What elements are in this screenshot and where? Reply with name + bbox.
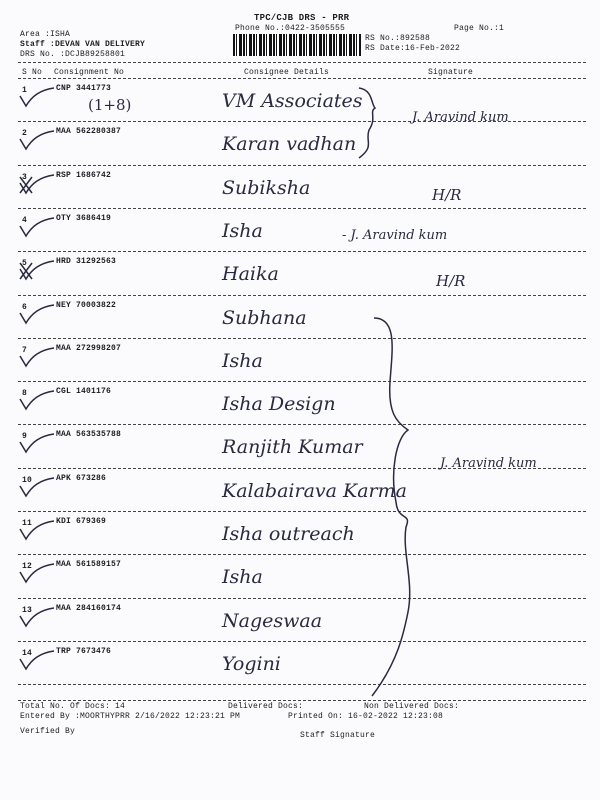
header-divider [18,62,586,63]
row-divider [18,641,586,642]
row-divider [18,381,586,382]
row-sno: 4 [22,215,28,225]
consignment-number: MAA 562280387 [56,127,122,137]
col-signature: Signature [428,68,474,77]
consignment-number: HRD 31292563 [56,257,117,267]
consignment-number: OTY 3686419 [56,213,112,223]
checkmark-icon [18,649,58,673]
consignment-number: NEY 70003822 [56,300,117,310]
page-number: Page No.:1 [454,24,505,33]
checkmark-icon [18,129,58,153]
col-consignment: Consignment No [54,68,125,77]
footer-divider [18,700,586,701]
row-divider [18,598,586,599]
col-sno: S No [22,68,43,77]
area-label: Area :ISHA [20,30,71,39]
consignee-name: Ranjith Kumar [222,436,363,459]
row-sno: 8 [22,389,28,399]
consignee-name: Kalabairava Karma [222,479,407,502]
delivered-docs: Delivered Docs: [228,702,304,711]
row-divider [18,684,586,685]
checkmark-icon [18,606,58,630]
row-sno: 9 [22,432,28,442]
row-sno: 7 [22,345,28,355]
consignee-name: Isha [222,219,263,242]
row-divider [18,511,586,512]
document-title: TPC/CJB DRS - PRR [254,13,350,23]
consignment-number: MAA 284160174 [56,603,122,613]
col-consignee: Consignee Details [244,68,330,77]
checkmark-icon [18,86,58,110]
non-delivered-docs: Non Delivered Docs: [364,702,460,711]
checkmark-icon [18,389,58,413]
barcode [233,34,361,56]
checkmark-icon [18,519,58,543]
row-divider [18,554,586,555]
total-docs: Total No. Of Docs: 14 [20,702,126,711]
staff-signature: Staff Signature [300,731,376,740]
consignment-number: TRP 7673476 [56,646,112,656]
row-divider [18,251,586,252]
row-sno: 14 [22,648,33,658]
drs-number: DRS No. :DCJB89258801 [20,50,126,59]
consignment-number: CGL 1401176 [56,387,112,397]
row-sno: 10 [22,475,33,485]
row-sno: 2 [22,129,28,139]
consignee-name: Yogini [222,652,281,675]
signature-row-4: - J. Aravind kum [342,228,448,243]
checkmark-icon [18,216,58,240]
consignment-number: KDI 679369 [56,517,107,526]
checkmark-icon [18,476,58,500]
checkmark-icon [18,259,58,283]
consignee-name: Nageswaa [222,609,323,632]
consignment-number: MAA 563535788 [56,430,122,440]
checkmark-icon [18,173,58,197]
consignment-number: RSP 1686742 [56,170,112,180]
consignee-name: Karan vadhan [222,133,357,156]
row-divider [18,338,586,339]
columns-divider [18,78,586,79]
rs-date: RS Date:16-Feb-2022 [365,44,461,53]
brace-group-1 [355,84,385,164]
consignee-name: Haika [222,263,279,286]
consignee-name: Isha [222,566,263,589]
consignee-name: Isha outreach [222,523,355,545]
row-sno: 5 [22,259,28,269]
staff-label: Staff :DEVAN VAN DELIVERY [20,40,146,49]
checkmark-icon [18,346,58,370]
row-divider [18,165,586,166]
row-sno: 1 [22,86,28,95]
consignee-name: Isha Design [222,393,336,416]
verified-by: Verified By [20,727,76,736]
row-sno: 11 [22,519,33,528]
consignment-number: CNP 3441773 [56,84,112,93]
rs-number: RS No.:892588 [365,34,431,43]
row-sno: 3 [22,172,28,182]
checkmark-icon [18,562,58,586]
row-divider [18,424,586,425]
consignee-name: Isha [222,349,263,372]
consignee-name: Subhana [222,306,307,329]
checkmark-icon [18,432,58,456]
brace-group-2 [368,312,418,702]
consignee-name: VM Associates [222,90,363,112]
row-sno: 13 [22,605,33,615]
row-1-note: (1+8) [88,96,132,114]
row-sno: 6 [22,302,28,312]
checkmark-icon [18,303,58,327]
signature-row-9: J. Aravind kum [440,456,537,471]
signature-row-1: J. Aravind kum [412,110,509,125]
signature-row-5: H/R [436,272,466,290]
signature-row-3: H/R [432,186,462,204]
row-divider [18,295,586,296]
entered-by: Entered By :MOORTHYPRR 2/16/2022 12:23:21 PM [20,712,241,721]
row-divider [18,208,586,209]
consignment-number: APK 673286 [56,473,107,483]
printed-on: Printed On: 16-02-2022 12:23:08 [288,712,444,721]
consignee-name: Subiksha [222,176,311,199]
row-sno: 12 [22,562,33,572]
phone-number: Phone No.:0422-3505555 [235,24,346,33]
consignment-number: MAA 272998207 [56,343,122,353]
consignment-number: MAA 561589157 [56,560,122,570]
